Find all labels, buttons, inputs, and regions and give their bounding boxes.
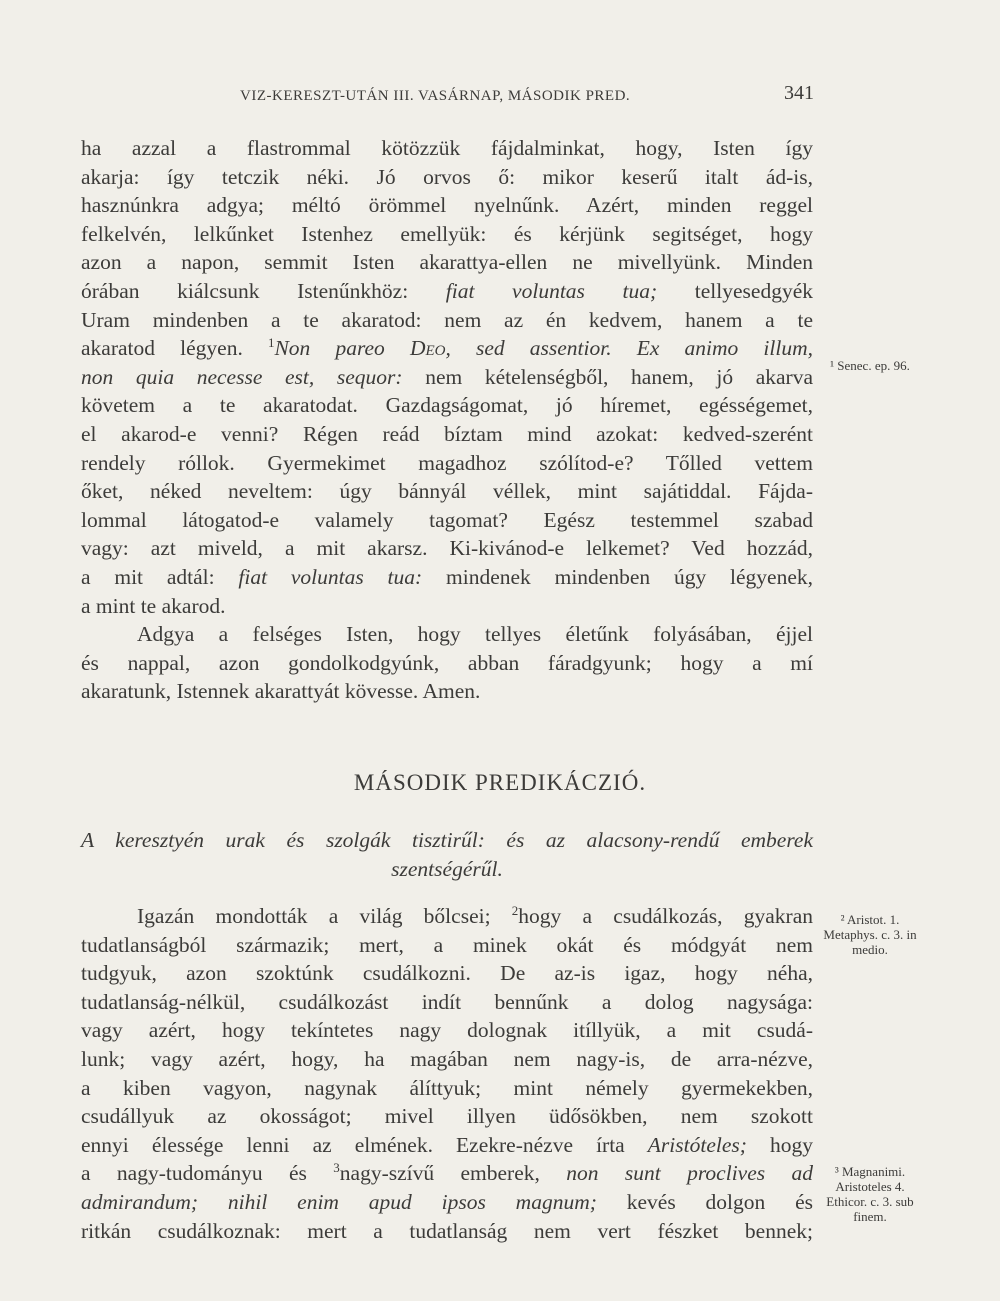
italic-run: fiat voluntas tua: — [238, 564, 423, 589]
text-line — [81, 420, 813, 449]
text-run: nem kételenségből, hanem, jó akarva — [402, 364, 813, 389]
text-run: és nappal, azon gondolkodgyúnk, abban fáradgyunk; hogy a mí — [81, 650, 813, 675]
text-line — [81, 1016, 813, 1045]
text-run: nagy-szívű emberek, — [339, 1161, 567, 1186]
text-line — [81, 163, 813, 192]
margin-note-aristotle-metaphysics: ² Aristot. 1. Metaphys. c. 3. in medio. — [823, 912, 917, 957]
text-line — [81, 191, 813, 220]
text-line — [81, 1045, 813, 1074]
text-run: akaratod légyen. — [81, 336, 268, 361]
text-run: tellyesedgyék — [657, 278, 813, 303]
text-run: lunk; vagy azért, hogy, ha magában nem nagy-is, de arra-nézve, — [81, 1046, 813, 1071]
text-run: kevés dolgon és — [596, 1189, 813, 1214]
text-run: a kiben vagyon, nagynak álíttyuk; mint némely gyermekekben, — [81, 1075, 813, 1100]
text-run: hasznúnkra adgya; méltó örömmel nyelnűnk. Azért, minden reggel — [81, 193, 813, 218]
footnote-marker: 1 — [267, 335, 275, 351]
text-line — [81, 1159, 813, 1188]
text-line — [81, 1188, 813, 1217]
text-run: ennyi élessége lenni az elmének. Ezekre-nézve írta — [81, 1132, 648, 1157]
text-run: hogy a csudálkozás, gyakran — [518, 904, 813, 928]
text-line — [81, 931, 813, 960]
text-run: a mint te akarod. — [81, 593, 226, 618]
text-run: el akarod-e venni? Régen reád bíztam mind azokat: kedved-szerént — [81, 421, 813, 446]
text-line — [81, 988, 813, 1017]
text-run: vagy azért, hogy tekíntetes nagy dolognak itíllyük, a mit csudá- — [81, 1018, 813, 1043]
text-line — [81, 959, 813, 988]
text-run: tudgyuk, azon szoktúnk csudálkozni. De az-is igaz, hogy néha, — [81, 961, 813, 986]
text-line — [81, 391, 813, 420]
text-line — [81, 1217, 813, 1246]
text-line — [81, 134, 813, 163]
body-text-section-2 — [81, 902, 813, 1245]
italic-run: admirandum; nihil enim apud ipsos magnum; — [81, 1189, 597, 1214]
italic-run: non quia necesse est, sequor: — [81, 364, 403, 389]
text-run: ritkán csudálkoznak: mert a tudatlanság nem vert fészket bennek; — [81, 1218, 813, 1243]
text-run: őket, néked neveltem: úgy bánnyál véllek, mint sajátiddal. Fájda- — [81, 479, 813, 504]
footnote-marker: 3 — [333, 1160, 340, 1176]
text-run: csudállyuk az okosságot; mivel illyen üdősökben, nem szokott — [81, 1104, 813, 1129]
text-run: mindenek mindenben úgy légyenek, — [422, 564, 813, 589]
text-line — [81, 620, 813, 649]
body-text-section-1 — [81, 134, 813, 706]
text-line — [81, 306, 813, 335]
text-run: a mit adtál: — [81, 564, 239, 589]
text-run: tudatlanságból származik; mert, a minek okát és módgyát nem — [81, 932, 813, 957]
margin-note-seneca: ¹ Senec. ep. 96. — [830, 358, 910, 373]
text-line — [81, 534, 813, 563]
italic-run: non sunt proclives ad — [566, 1161, 813, 1186]
text-line — [81, 677, 813, 706]
text-run: a nagy-tudományu és — [81, 1161, 334, 1186]
text-line — [81, 902, 813, 931]
text-line — [81, 1131, 813, 1160]
text-line — [81, 592, 813, 621]
small-caps-run: Deo — [409, 336, 446, 361]
page-number: 341 — [784, 82, 814, 104]
text-run: Igazán mondották a világ bőlcsei; — [137, 904, 512, 928]
text-line — [81, 248, 813, 277]
margin-note-aristotle-ethics: ³ Magnanimi. Aristoteles 4. Ethicor. c. 3. sub finem. — [826, 1164, 914, 1224]
text-run: követem a te akaratodat. Gazdagságomat, jó híremet, egésségemet, — [81, 393, 813, 418]
running-head: VIZ-KERESZT-UTÁN III. VASÁRNAP, MÁSODIK PRED. — [240, 88, 631, 104]
text-line — [81, 477, 813, 506]
footnote-marker: 2 — [511, 903, 519, 918]
text-run: felkelvén, lelkűnket Istenhez emellyük: és kérjünk segitséget, hogy — [81, 221, 813, 246]
italic-run: Aristóteles; — [647, 1132, 747, 1157]
text-line — [81, 1102, 813, 1131]
text-run: Adgya a felséges Isten, hogy tellyes életűnk folyásában, éjjel — [137, 622, 813, 647]
text-run: rendely róllok. Gyermekimet magadhoz szólítod-e? Tőlled vettem — [81, 450, 813, 475]
text-run: vagy: azt miveld, a mit akarsz. Ki-kivánod-e lelkemet? Ved hozzád, — [81, 536, 813, 561]
text-run: akarja: így tetczik néki. Jó orvos ő: mikor keserű italt ád-is, — [81, 164, 813, 189]
text-run: ha azzal a flastrommal kötözzük fájdalminkat, hogy, Isten így — [81, 136, 813, 160]
italic-run: , sed assentior. Ex animo illum, — [445, 336, 813, 361]
text-run: tudatlanság-nélkül, csudálkozást indít bennűnk a dolog nagysága: — [81, 989, 813, 1014]
sermon-subtitle — [81, 826, 813, 883]
text-line — [81, 649, 813, 678]
text-run: akaratunk, Istennek akarattyát kövesse. Amen. — [81, 679, 481, 704]
italic-run: Non pareo — [274, 336, 410, 361]
text-line — [81, 220, 813, 249]
text-run: lommal látogatod-e valamely tagomat? Egész testemmel szabad — [81, 507, 813, 532]
text-line — [81, 277, 813, 306]
text-line — [81, 363, 813, 392]
text-run: hogy — [746, 1132, 813, 1157]
text-run: órában kiálcsunk Istenűnkhöz: — [81, 278, 446, 303]
text-line — [81, 506, 813, 535]
sermon-heading: MÁSODIK PREDIKÁCZIÓ. — [353, 770, 647, 795]
italic-run: fiat voluntas tua; — [445, 278, 658, 303]
text-run: azon a napon, semmit Isten akarattya-ellen ne mivellyünk. Minden — [81, 250, 813, 275]
text-line — [81, 334, 813, 363]
text-line — [81, 1074, 813, 1103]
text-line — [81, 449, 813, 478]
subtitle-line-2: szentségérűl. — [391, 856, 503, 881]
subtitle-line-1: A keresztyén urak és szolgák tisztirűl: és az alacsony-rendű emberek — [81, 828, 813, 852]
text-line — [81, 563, 813, 592]
text-run: Uram mindenben a te akaratod: nem az én kedvem, hanem a te — [81, 307, 813, 332]
